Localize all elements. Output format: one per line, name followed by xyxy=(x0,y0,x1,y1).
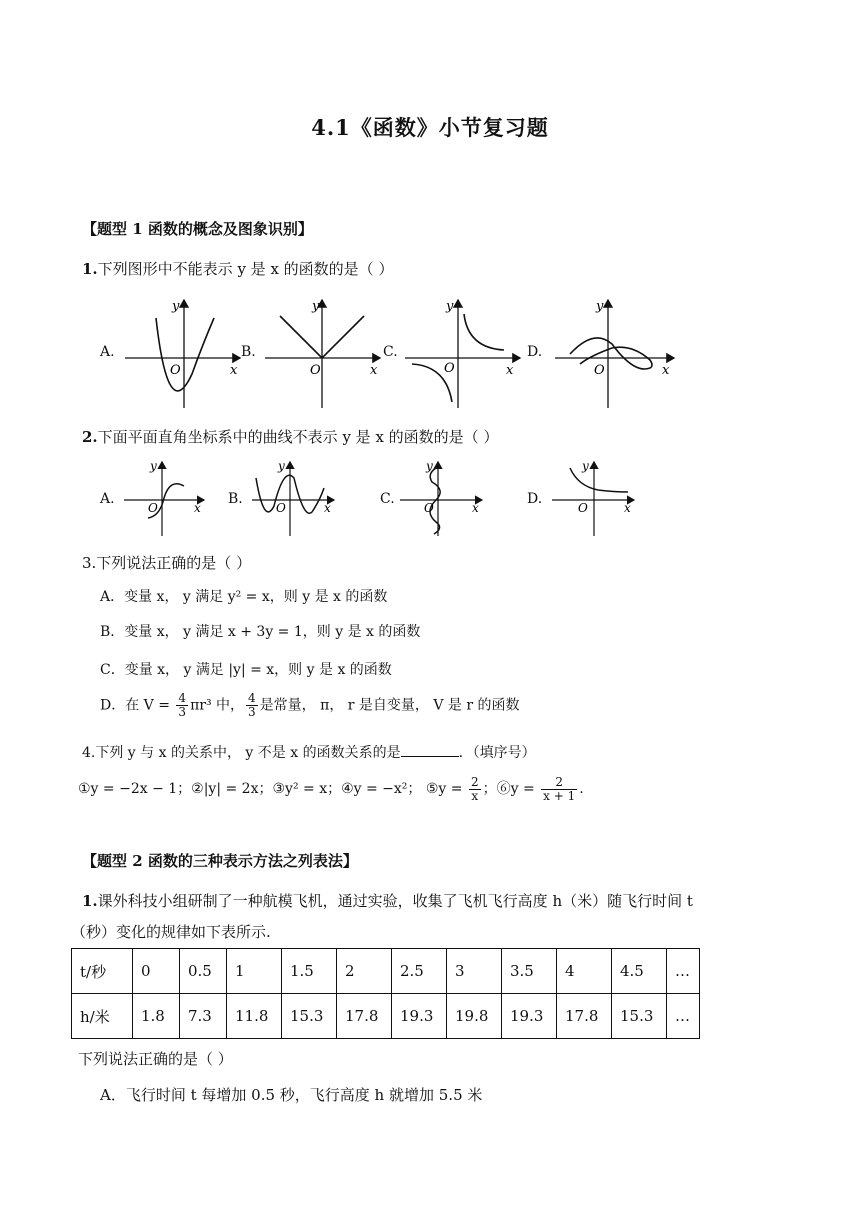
question-1-3: 3.下列说法正确的是（ ） xyxy=(82,554,252,572)
option-label-b: B. xyxy=(228,491,243,507)
svg-text:x: x xyxy=(324,501,331,515)
svg-text:O: O xyxy=(578,501,588,515)
option-label-b: B. xyxy=(241,344,256,360)
question-text: 下面平面直角坐标系中的曲线不表示 y 是 x 的函数的是（ ） xyxy=(97,428,499,446)
option-label-a: A. xyxy=(100,491,115,507)
option-label-a: A. xyxy=(100,344,115,360)
svg-text:O: O xyxy=(276,501,286,515)
svg-text:y: y xyxy=(596,299,604,314)
table-row: h/米 1.8 7.3 11.8 15.3 17.8 19.3 19.8 19.3 17.8 15.3 … xyxy=(72,994,700,1039)
svg-text:O: O xyxy=(594,363,605,378)
question-2-1-line-2: （秒）变化的规律如下表所示. xyxy=(71,923,271,941)
svg-text:y: y xyxy=(172,299,180,314)
svg-text:O: O xyxy=(424,501,434,515)
svg-text:y: y xyxy=(278,459,285,473)
q2-1-option-a: A．飞行时间 t 每增加 0.5 秒，飞行高度 h 就增加 5.5 米 xyxy=(100,1086,483,1104)
svg-text:x: x xyxy=(472,501,479,515)
answer-blank xyxy=(401,742,459,757)
graph-q1-c xyxy=(400,294,525,410)
question-text: 下列图形中不能表示 y 是 x 的函数的是（ ） xyxy=(97,260,394,278)
question-1-1 xyxy=(82,258,393,279)
svg-text:y: y xyxy=(150,459,157,473)
q3-option-d: D．在 V = $\frac{4}{3}$ πr³ 中， $\frac{4}{3}$ 是常量， π， r 是自变量， V 是 r 的函数 xyxy=(100,691,520,719)
q4-items: ①y = −2x − 1；②|y| = 2x；③y² = x；④y = −x²； ⑤y = $\frac{2}{x}$ ；⑥y = $\frac{2}{x + 1}$ . xyxy=(78,774,584,803)
svg-text:O: O xyxy=(170,363,181,378)
svg-text:x: x xyxy=(506,363,514,378)
fraction: $\frac{2}{x + 1}$ xyxy=(543,774,576,803)
svg-text:O: O xyxy=(444,361,455,376)
section-heading-2: 【题型 2 函数的三种表示方法之列表法】 xyxy=(82,852,358,870)
svg-text:x: x xyxy=(194,501,201,515)
svg-text:y: y xyxy=(312,299,320,314)
graph-q2-b xyxy=(248,456,340,538)
page-title: 4.1《函数》小节复习题 xyxy=(311,115,549,140)
q3-option-b: B．变量 x， y 满足 x + 3y = 1，则 y 是 x 的函数 xyxy=(100,624,421,640)
question-number: 2. xyxy=(82,428,98,446)
graph-q2-c xyxy=(396,456,488,538)
svg-text:x: x xyxy=(662,363,670,378)
q3-option-c: C．变量 x， y 满足 |y| = x，则 y 是 x 的函数 xyxy=(100,662,392,678)
svg-text:x: x xyxy=(230,363,238,378)
question-2-1-prompt: 下列说法正确的是（ ） xyxy=(78,1050,233,1068)
question-1-2 xyxy=(82,426,498,447)
fraction: $\frac{2}{x}$ xyxy=(470,774,479,803)
graph-q1-d xyxy=(550,294,680,410)
svg-text:x: x xyxy=(370,363,378,378)
graph-q2-a xyxy=(120,456,210,538)
option-label-c: C. xyxy=(383,344,398,360)
graph-q2-d xyxy=(548,456,640,538)
q3-option-a: A．变量 x， y 满足 y² = x，则 y 是 x 的函数 xyxy=(100,589,388,605)
fraction: $\frac{4}{3}$ xyxy=(248,691,256,719)
table-row: t/秒 0 0.5 1 1.5 2 2.5 3 3.5 4 4.5 … xyxy=(72,949,700,994)
option-label-d: D. xyxy=(527,344,543,360)
graph-q1-a xyxy=(120,294,245,410)
svg-text:y: y xyxy=(582,459,589,473)
svg-text:y: y xyxy=(426,459,433,473)
fraction: $\frac{4}{3}$ xyxy=(178,691,187,719)
section-heading-1: 【题型 1 函数的概念及图象识别】 xyxy=(82,220,313,238)
question-2-1-line-1: 1.课外科技小组研制了一种航模飞机，通过实验，收集了飞机飞行高度 h（米）随飞行时间 t xyxy=(82,892,693,910)
question-number: 1. xyxy=(82,260,98,278)
option-label-d: D. xyxy=(527,491,543,507)
svg-text:x: x xyxy=(624,501,631,515)
svg-text:O: O xyxy=(310,363,321,378)
option-label-c: C. xyxy=(380,491,395,507)
svg-text:O: O xyxy=(148,501,158,515)
question-1-4: 4.下列 y 与 x 的关系中， y 不是 x 的函数关系的是 ．（填序号） xyxy=(82,742,536,762)
graph-q1-b xyxy=(260,294,385,410)
svg-text:y: y xyxy=(446,299,454,314)
data-table xyxy=(71,948,700,1039)
